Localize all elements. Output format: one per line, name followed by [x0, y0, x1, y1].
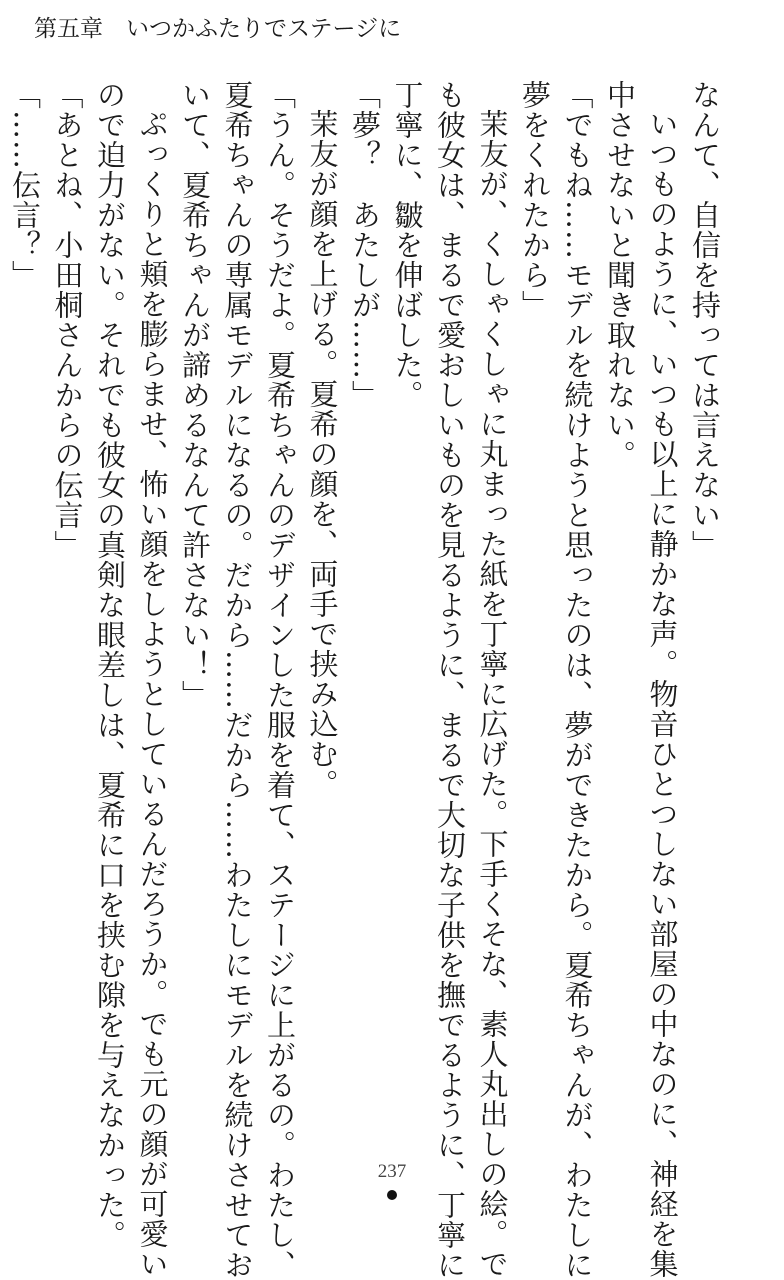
text-line: 中させないと聞き取れない。	[603, 80, 637, 470]
text-line: 「……伝言？」	[8, 80, 42, 290]
text-line: なんて、自信を持っては言えない」	[688, 80, 722, 560]
text-line: 茉友が、くしゃくしゃに丸まった紙を丁寧に広げた。下手くそな、素人丸出しの絵。で	[475, 109, 510, 1279]
text-line: いて、夏希ちゃんが諦めるなんて許さない！」	[178, 80, 212, 710]
text-line: 「でもね……モデルを続けようと思ったのは、夢ができたから。夏希ちゃんが、わたしに	[560, 80, 595, 1280]
page-number: 237	[377, 1161, 407, 1182]
text-line: も彼女は、まるで愛おしいものを見るように、まるで大切な子供を撫でるように、丁寧に	[433, 80, 467, 1280]
text-line: 丁寧に、皺を伸ばした。	[390, 80, 425, 410]
text-line: 夢をくれたから」	[518, 80, 552, 320]
text-line: 「あとね、小田桐さんからの伝言」	[50, 80, 85, 560]
text-line: 「うん。そうだよ。夏希ちゃんのデザインした服を着て、ステージに上がるの。わたし、	[263, 80, 297, 1280]
text-line: 茉友が顔を上げる。夏希の顔を、両手で挟み込む。	[305, 109, 340, 799]
text-line: 「夢？ あたしが……」	[348, 80, 382, 410]
page-bottom-mark	[387, 1190, 397, 1200]
text-line: いつものように、いつも以上に静かな声。物音ひとつしない部屋の中なのに、神経を集	[645, 109, 680, 1279]
chapter-running-head: 第五章 いつかふたりでステージに	[34, 16, 402, 42]
text-line: ぷっくりと頬を膨らませ、怖い顔をしようとしているんだろうか。でも元の顔が可愛い	[135, 109, 170, 1279]
text-line	[0, 80, 4, 1160]
text-line: ので迫力がない。それでも彼女の真剣な眼差しは、夏希に口を挟む隙を与えなかった。	[93, 80, 127, 1250]
text-line: 夏希ちゃんの専属モデルになるの。だから……だから……わたしにモデルを続けさせてお	[220, 80, 255, 1280]
